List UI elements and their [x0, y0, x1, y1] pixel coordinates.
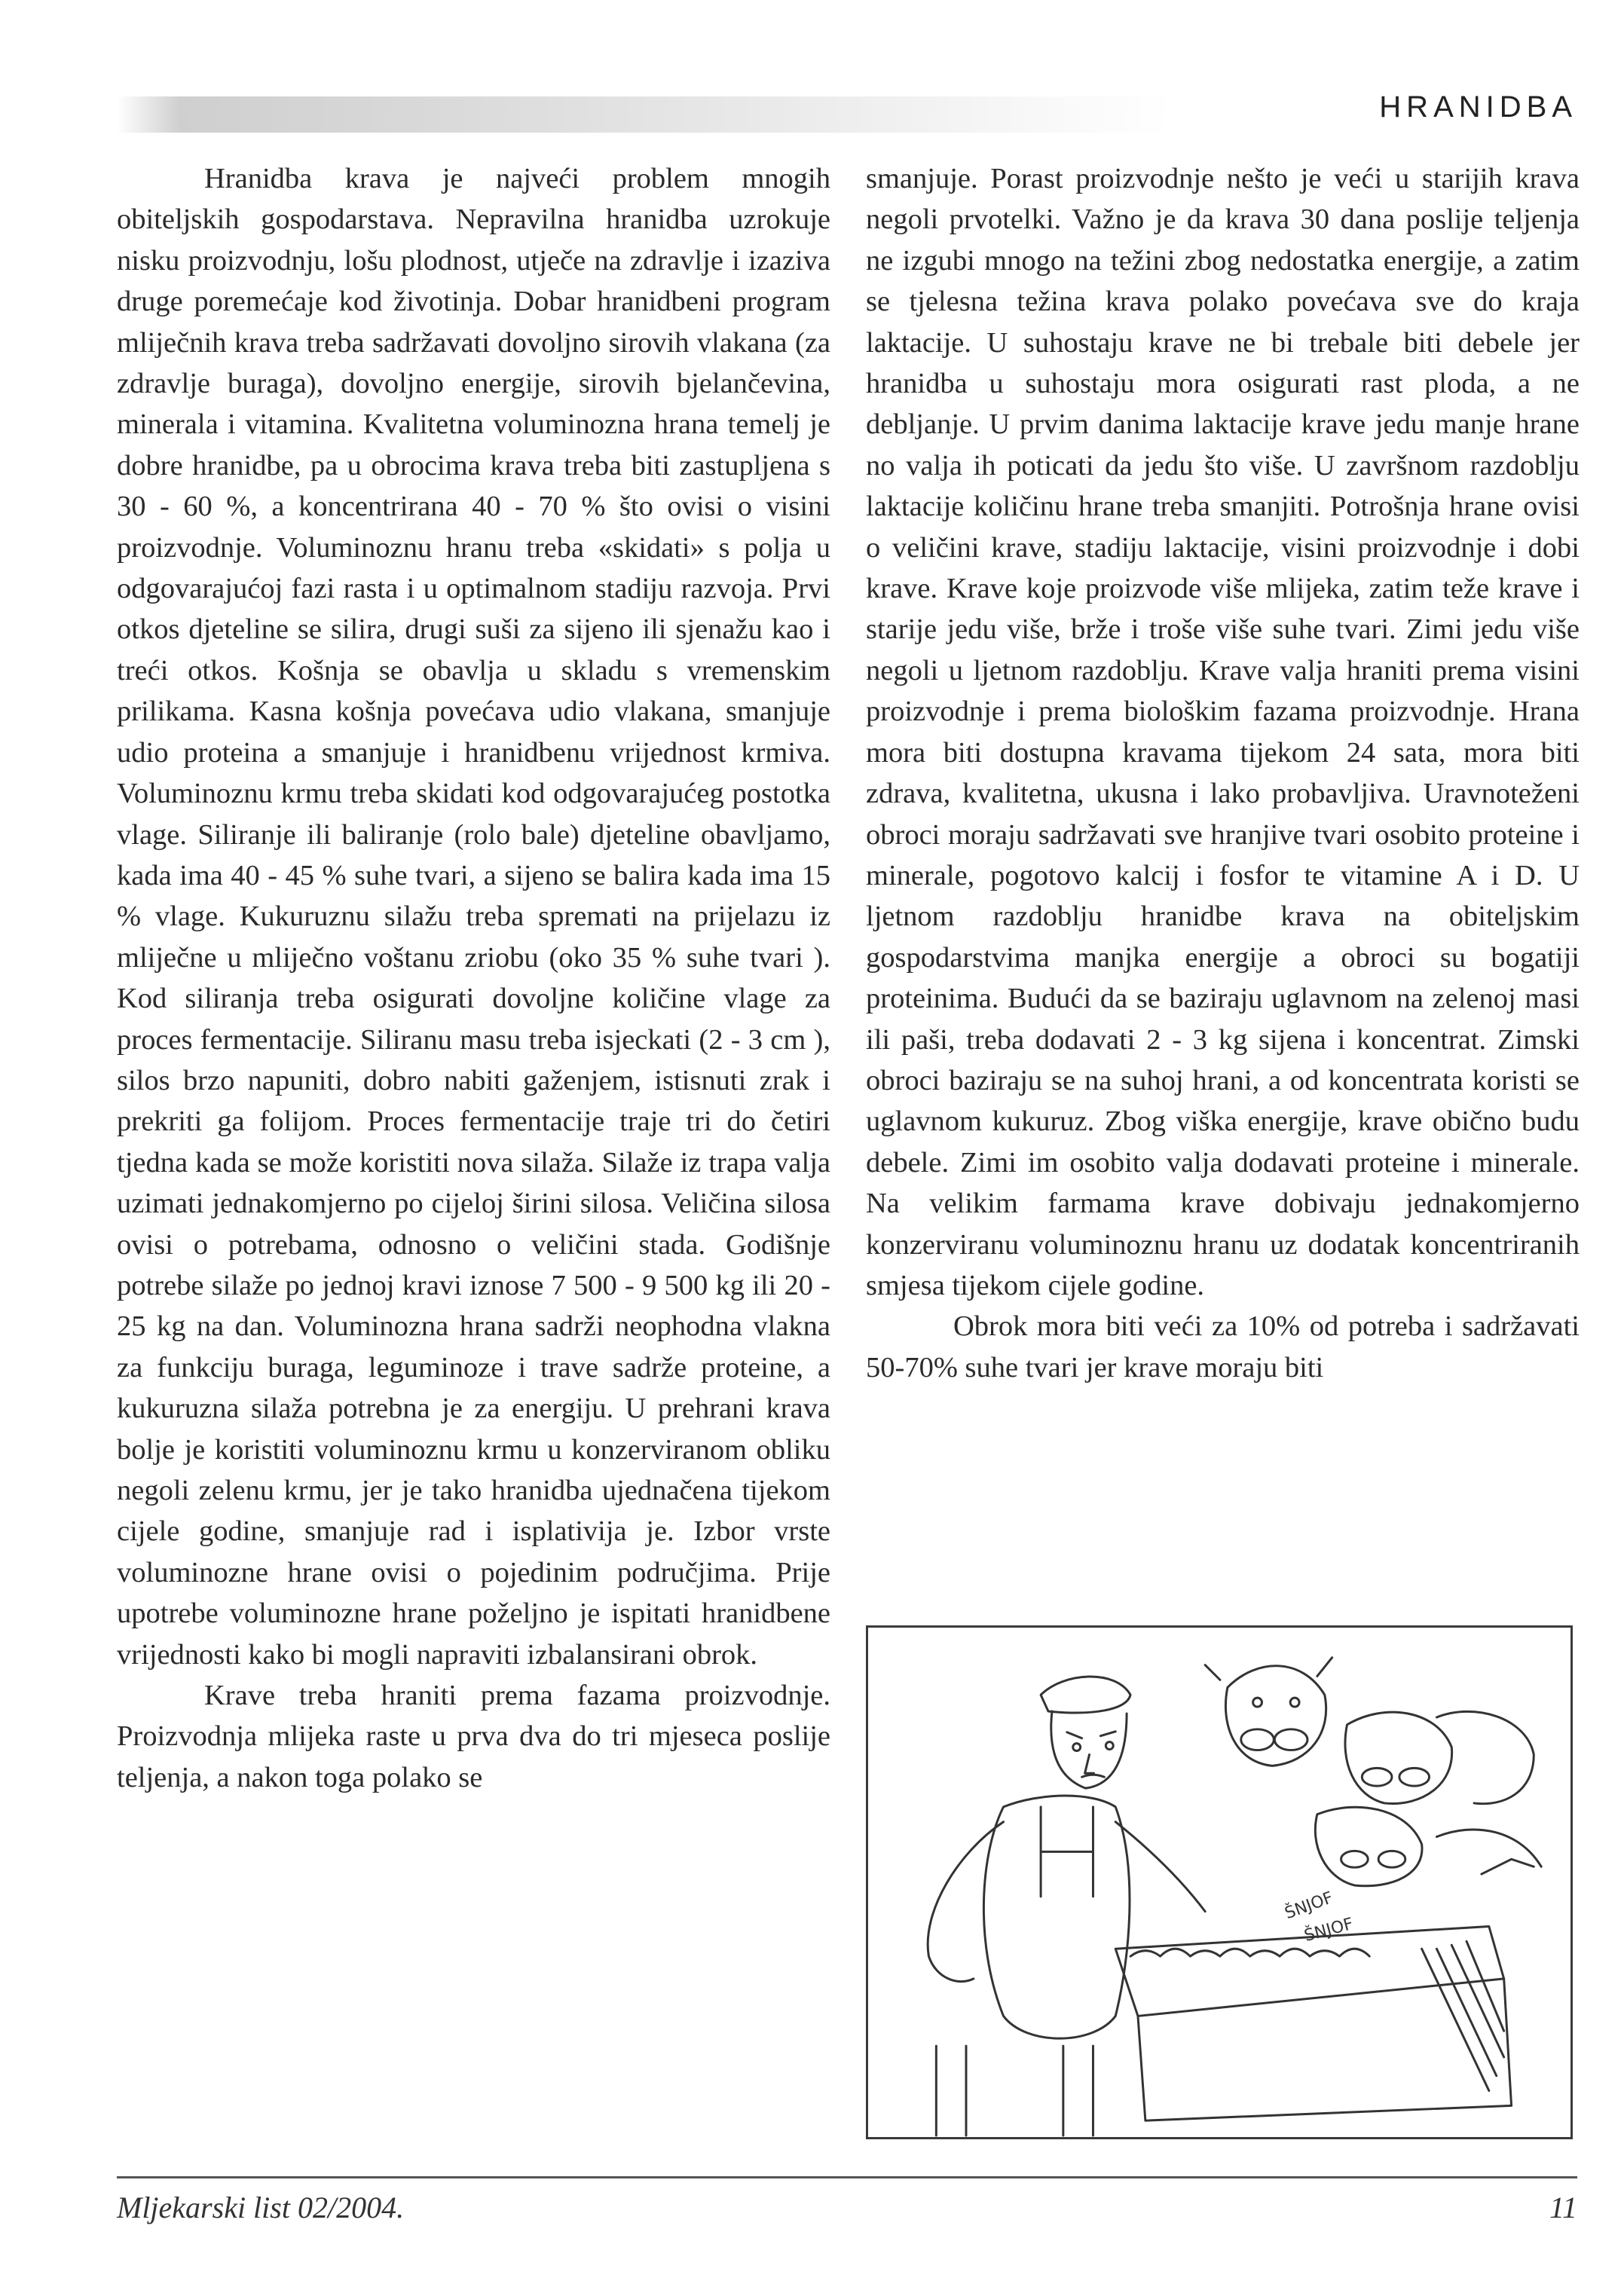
section-title: HRANIDBA	[1379, 90, 1577, 124]
header-band	[117, 96, 1172, 133]
paragraph: smanjuje. Porast proizvodnje nešto je veći u starijih krava negoli prvotelki. Važno je da krava 30 dana poslije teljenja ne izgubi mnogo na težini zbog nedostatka energije, a zatim se tjelesna težina krava polako povećava sve do kraja laktacije. U suhostaju krave ne bi trebale biti debele jer hranidba u suhostaju mora osigurati rast ploda, a ne debljanje. U prvim danima laktacije krave jedu manje hrane no valja ih poticati da jedu što više. U završnom razdoblju laktacije količinu hrane treba smanjiti. Potrošnja hrane ovisi o veličini krave, stadiju laktacije, visini proizvodnje i dobi krave. Krave koje proizvode više mlijeka, zatim teže krave i starije jedu više, brže i troše više suhe tvari. Zimi jedu više negoli u ljetnom razdoblju. Krave valja hraniti prema visini proizvodnje i prema biološkim fazama proizvodnje. Hrana mora biti dostupna kravama tijekom 24 sata, mora biti zdrava, kvalitetna, ukusna i lako probavljiva. Uravnoteženi obroci moraju sadržavati sve hranjive tvari osobito proteine i minerale, pogotovo kalcij i fosfor te vitamine A i D. U ljetnom razdoblju hranidbe krava na obiteljskim gospodarstvima manjka energije a obroci su bogatiji proteinima. Budući da se baziraju uglavnom na zelenoj masi ili paši, treba dodavati 2 - 3 kg sijena i koncentrat. Zimski obroci baziraju se na suhoj hrani, a od koncentrata koristi se uglavnom kukuruz. Zbog viška energije, krave obično budu debele. Zimi im osobito valja dodavati proteine i minerale. Na velikim farmama krave dobivaju jednakomjerno konzerviranu voluminoznu hranu uz dodatak koncentriranih smjesa tijekom cijele godine.	[866, 163, 1580, 1301]
sound-word: ŠNJOF	[1282, 1888, 1336, 1924]
cow-heads	[1205, 1658, 1541, 1886]
left-column	[117, 158, 830, 1798]
cartoon-drawing	[868, 1628, 1570, 2137]
page-number: 11	[1549, 2191, 1577, 2224]
sound-words	[1282, 1888, 1355, 1946]
paragraph: Krave treba hraniti prema fazama proizvodnje. Proizvodnja mlijeka raste u prva dva do tri mjeseca poslije teljenja, a nakon toga polako se	[117, 1680, 830, 1793]
sound-word: ŠNJOF	[1302, 1914, 1356, 1946]
footer-rule	[117, 2176, 1577, 2178]
footer-journal: Mljekarski list 02/2004.	[117, 2191, 405, 2224]
paragraph: Hranidba krava je najveći problem mnogih obiteljskih gospodarstava. Nepravilna hranidba uzrokuje nisku proizvodnju, lošu plodnost, utječe na zdravlje i izaziva druge poremećaje kod životinja. Dobar hranidbeni program mliječnih krava treba sadržavati dovoljno sirovih vlakana (za zdravlje buraga), dovoljno energije, sirovih bjelančevina, minerala i vitamina. Kvalitetna voluminozna hrana temelj je dobre hranidbe, pa u obrocima krava treba biti zastupljena s 30 - 60 %, a koncentrirana 40 - 70 % što ovisi o visini proizvodnje. Voluminoznu hranu treba «skidati» s polja u odgovarajućoj fazi rasta i u optimalnom stadiju razvoja. Prvi otkos djeteline se silira, drugi suši za sijeno ili sjenažu kao i treći otkos. Košnja se obavlja u skladu s vremenskim prilikama. Kasna košnja povećava udio vlakana, smanjuje udio proteina a smanjuje i hranidbenu vrijednost krmiva. Voluminoznu krmu treba skidati kod odgovarajućeg postotka vlage. Siliranje ili baliranje (rolo bale) djeteline obavljamo, kada ima 40 - 45 % suhe tvari, a sijeno se balira kada ima 15 % vlage. Kukuruznu silažu treba spremati na prijelazu iz mliječne u mliječno voštanu zriobu (oko 35 % suhe tvari ). Kod siliranja treba osigurati dovoljne količine vlage za proces fermentacije. Siliranu masu treba isjeckati (2 - 3 cm ), silos brzo napuniti, dobro nabiti gaženjem, istisnuti zrak i prekriti ga folijom. Proces fermentacije traje tri do četiri tjedna kada se može koristiti nova silaža. Silaže iz trapa valja uzimati jednakomjerno po cijeloj širini silosa. Veličina silosa ovisi o potrebama, odnosno o veličini stada. Godišnje potrebe silaže po jednoj kravi iznose 7 500 - 9 500 kg ili 20 - 25 kg na dan. Voluminozna hrana sadrži neophodna vlakna za funkciju buraga, leguminoze i trave sadrže proteine, a kukuruzna silaža potrebna je za energiju. U prehrani krava bolje je koristiti voluminoznu krmu u konzerviranom obliku negoli zelenu krmu, jer je tako hranidba ujednačena tijekom cijele godine, smanjuje rad i isplativija je. Izbor vrste voluminozne hrane ovisi o pojedinim područjima. Prije upotrebe voluminozne hrane poželjno je ispitati hranidbene vrijednosti kako bi mogli napraviti izbalansirani obrok.	[117, 163, 830, 1671]
farmer-figure	[928, 1677, 1205, 2136]
right-column	[866, 158, 1580, 1388]
paragraph: Obrok mora biti veći za 10% od potreba i sadržavati 50-70% suhe tvari jer krave moraju biti	[866, 1310, 1580, 1383]
cartoon-illustration	[866, 1625, 1573, 2139]
feeding-trough	[1115, 1926, 1511, 2120]
